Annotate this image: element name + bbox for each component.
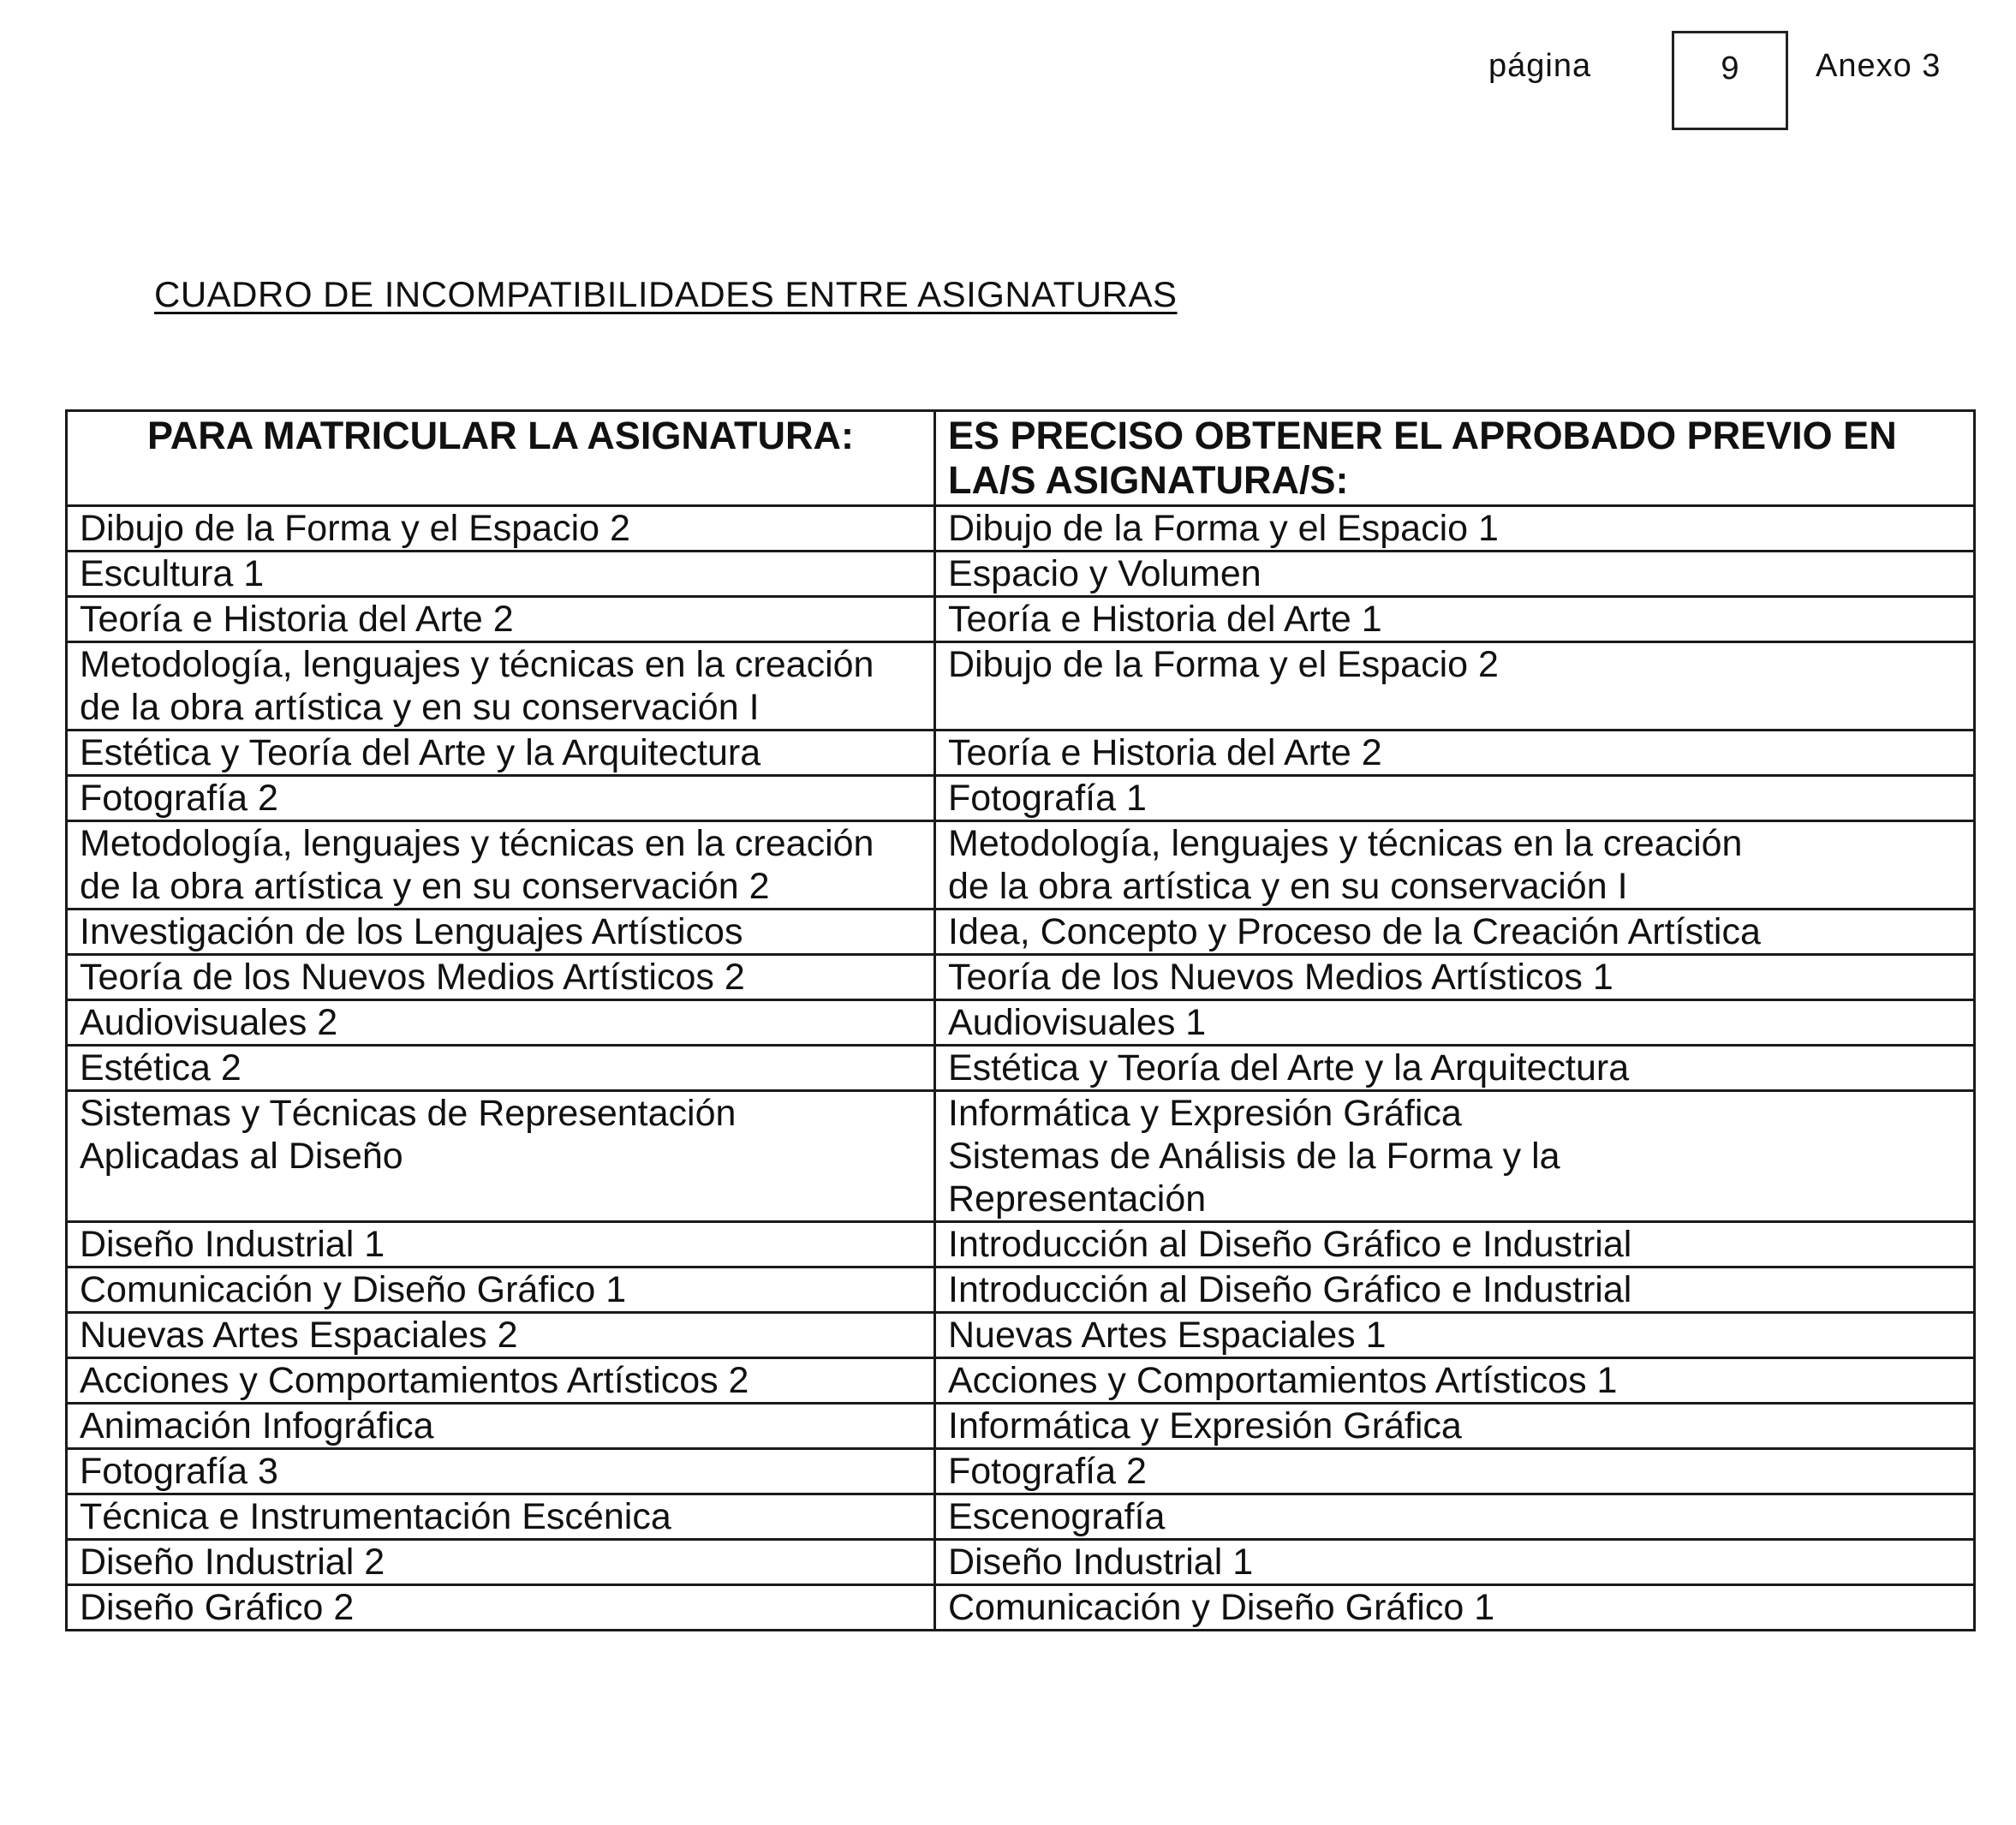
page-label: página <box>1488 48 1592 84</box>
table-row <box>67 1046 1975 1091</box>
subject-cell: Investigación de los Lenguajes Artísticos <box>67 910 935 955</box>
column-header-prerequisite: ES PRECISO OBTENER EL APROBADO PREVIO EN LA/S ASIGNATURA/S: <box>935 411 1975 506</box>
subject-cell: Metodología, lenguajes y técnicas en la creación de la obra artística y en su conservación 2 <box>67 821 935 910</box>
page-header <box>0 31 2016 137</box>
prerequisite-cell: Metodología, lenguajes y técnicas en la creación de la obra artística y en su conservación I <box>935 821 1975 910</box>
incompatibility-table <box>65 409 1976 1631</box>
table-row <box>67 955 1975 1000</box>
prerequisite-cell: Introducción al Diseño Gráfico e Industrial <box>935 1222 1975 1267</box>
prerequisite-cell: Estética y Teoría del Arte y la Arquitectura <box>935 1046 1975 1091</box>
table-row <box>67 1358 1975 1404</box>
table-row <box>67 1449 1975 1494</box>
subject-cell: Comunicación y Diseño Gráfico 1 <box>67 1267 935 1313</box>
incompatibility-table-wrapper <box>65 409 1973 1631</box>
prerequisite-cell: Nuevas Artes Espaciales 1 <box>935 1313 1975 1358</box>
table-row <box>67 1313 1975 1358</box>
table-row <box>67 821 1975 910</box>
subject-cell: Fotografía 2 <box>67 776 935 821</box>
subject-cell: Estética y Teoría del Arte y la Arquitectura <box>67 731 935 776</box>
subject-cell: Técnica e Instrumentación Escénica <box>67 1494 935 1540</box>
subject-cell: Sistemas y Técnicas de Representación Aplicadas al Diseño <box>67 1091 935 1222</box>
table-row <box>67 776 1975 821</box>
subject-cell: Audiovisuales 2 <box>67 1000 935 1046</box>
subject-cell: Metodología, lenguajes y técnicas en la creación de la obra artística y en su conservación I <box>67 642 935 731</box>
table-row <box>67 642 1975 731</box>
table-row <box>67 1000 1975 1046</box>
prerequisite-cell: Introducción al Diseño Gráfico e Industrial <box>935 1267 1975 1313</box>
prerequisite-cell: Fotografía 2 <box>935 1449 1975 1494</box>
table-row <box>67 910 1975 955</box>
table-row <box>67 506 1975 552</box>
column-header-subject: PARA MATRICULAR LA ASIGNATURA: <box>67 411 935 506</box>
subject-cell: Diseño Gráfico 2 <box>67 1585 935 1631</box>
subject-cell: Diseño Industrial 1 <box>67 1222 935 1267</box>
annex-label: Anexo 3 <box>1816 48 1941 84</box>
table-row <box>67 1585 1975 1631</box>
table-row <box>67 1222 1975 1267</box>
table-row <box>67 1091 1975 1222</box>
prerequisite-cell: Dibujo de la Forma y el Espacio 1 <box>935 506 1975 552</box>
subject-cell: Diseño Industrial 2 <box>67 1540 935 1585</box>
document-title: CUADRO DE INCOMPATIBILIDADES ENTRE ASIGNATURAS <box>154 274 1178 314</box>
table-row <box>67 1540 1975 1585</box>
prerequisite-cell: Dibujo de la Forma y el Espacio 2 <box>935 642 1975 731</box>
subject-cell: Nuevas Artes Espaciales 2 <box>67 1313 935 1358</box>
subject-cell: Estética 2 <box>67 1046 935 1091</box>
subject-cell: Animación Infográfica <box>67 1404 935 1449</box>
subject-cell: Dibujo de la Forma y el Espacio 2 <box>67 506 935 552</box>
prerequisite-cell: Diseño Industrial 1 <box>935 1540 1975 1585</box>
prerequisite-cell: Teoría e Historia del Arte 1 <box>935 597 1975 642</box>
prerequisite-cell: Informática y Expresión Gráfica Sistemas de Análisis de la Forma y la Representación <box>935 1091 1975 1222</box>
subject-cell: Acciones y Comportamientos Artísticos 2 <box>67 1358 935 1404</box>
prerequisite-cell: Teoría e Historia del Arte 2 <box>935 731 1975 776</box>
prerequisite-cell: Idea, Concepto y Proceso de la Creación Artística <box>935 910 1975 955</box>
subject-cell: Fotografía 3 <box>67 1449 935 1494</box>
table-row <box>67 731 1975 776</box>
subject-cell: Escultura 1 <box>67 552 935 597</box>
table-row <box>67 1267 1975 1313</box>
prerequisite-cell: Comunicación y Diseño Gráfico 1 <box>935 1585 1975 1631</box>
table-body <box>67 506 1975 1631</box>
subject-cell: Teoría e Historia del Arte 2 <box>67 597 935 642</box>
prerequisite-cell: Espacio y Volumen <box>935 552 1975 597</box>
table-row <box>67 1404 1975 1449</box>
prerequisite-cell: Informática y Expresión Gráfica <box>935 1404 1975 1449</box>
table-row <box>67 597 1975 642</box>
page-number-box: 9 <box>1672 31 1788 130</box>
prerequisite-cell: Escenografía <box>935 1494 1975 1540</box>
prerequisite-cell: Audiovisuales 1 <box>935 1000 1975 1046</box>
prerequisite-cell: Acciones y Comportamientos Artísticos 1 <box>935 1358 1975 1404</box>
table-row <box>67 1494 1975 1540</box>
prerequisite-cell: Teoría de los Nuevos Medios Artísticos 1 <box>935 955 1975 1000</box>
prerequisite-cell: Fotografía 1 <box>935 776 1975 821</box>
subject-cell: Teoría de los Nuevos Medios Artísticos 2 <box>67 955 935 1000</box>
table-row <box>67 552 1975 597</box>
table-header-row <box>67 411 1975 506</box>
